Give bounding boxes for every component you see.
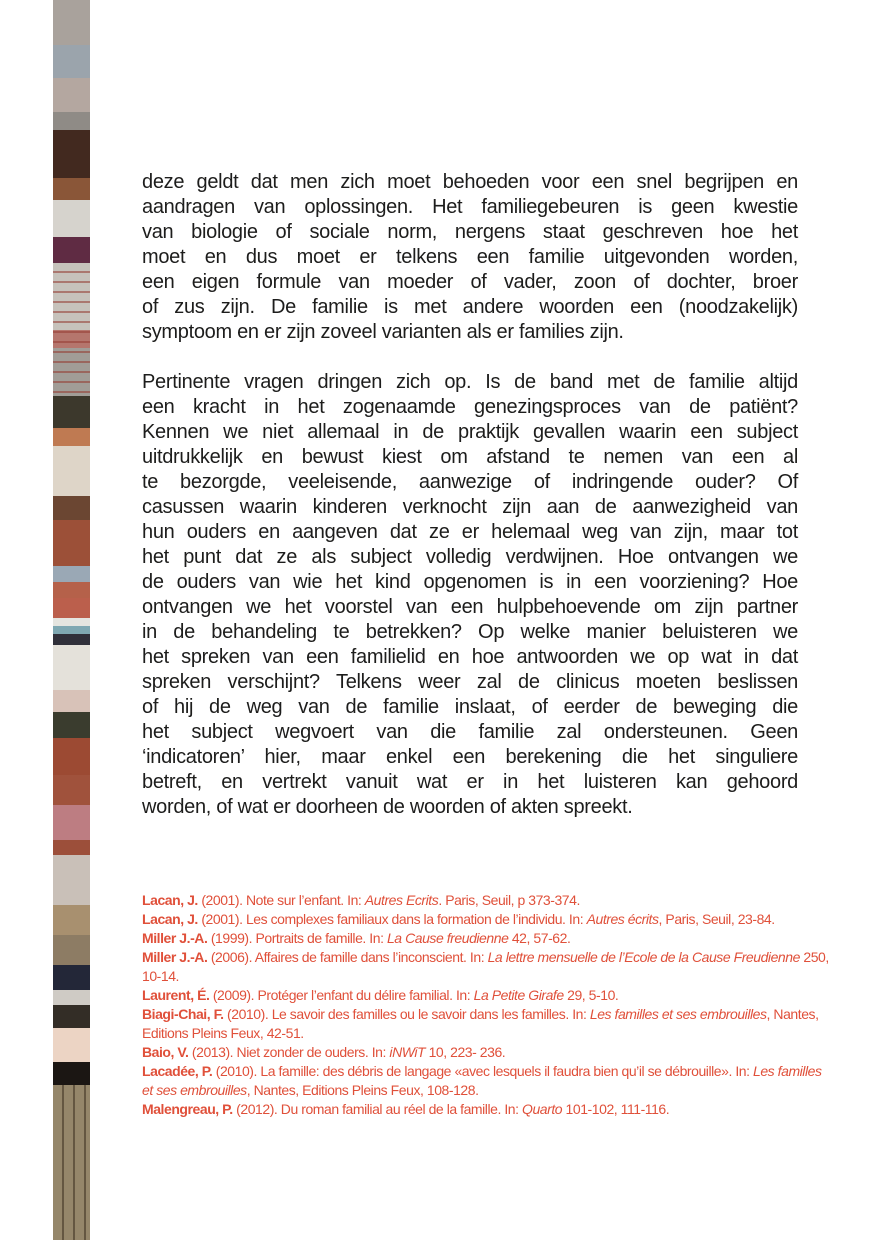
reference-text: 42, 57-62. [508,930,571,946]
text-line: een kracht in het zogenaamde genezingsproces van de patiënt? [142,396,798,418]
text-line: te bezorgde, veeleisende, aanwezige of indringende ouder? Of [142,471,798,493]
text-line: het subject wegvoert van die familie zal ondersteunen. Geen [142,721,798,743]
text-line: worden, of wat er doorheen de woorden of akten spreekt. [142,796,633,818]
reference-item [142,910,834,929]
reference-source-title: Quarto [522,1101,563,1117]
text-line: hun ouders en aangeven dat ze er helemaal weg van zijn, maar tot [142,521,798,543]
text-line: de ouders van wie het kind opgenomen is in een voorziening? Hoe [142,571,798,593]
text-line: ontvangen we het voorstel van een hulpbehoevende om zijn partner [142,596,798,618]
reference-item [142,986,834,1005]
reference-text: 101-102, 111-116. [562,1101,670,1117]
text-line: uitdrukkelijk en bewust kiest om afstand te nemen van een al [142,446,798,468]
paragraph [142,370,798,820]
striped-sweater-texture [53,263,90,396]
body-text [142,170,798,820]
reference-list [142,891,834,1119]
reference-text: (2010). La famille: des débris de langage «avec lesquels il faudra bien qu’il se débrouille». In: [212,1063,753,1079]
text-line: Kennen we niet allemaal in de praktijk gevallen waarin een subject [142,421,798,443]
text-line: het spreken van een familielid en hoe antwoorden we op wat in dat [142,646,798,668]
reference-text: 29, 5-10. [563,987,619,1003]
text-line: casussen waarin kinderen verknocht zijn aan de aanwezigheid van [142,496,798,518]
reference-author: Lacadée, P. [142,1063,213,1079]
reference-source-title: Autres écrits [586,911,659,927]
reference-text: , Paris, Seuil, 23-84. [658,911,775,927]
reference-author: Miller J.-A. [142,949,208,965]
paragraph [142,170,798,345]
text-line: betreft, en vertrekt vanuit wat er in het luisteren kan gehoord [142,771,798,793]
reference-text: (2010). Le savoir des familles ou le savoir dans les familles. In: [223,1006,590,1022]
text-line: ‘indicatoren’ hier, maar enkel een berekening die het singuliere [142,746,798,768]
reference-author: Laurent, É. [142,987,210,1003]
reference-text: (2012). Du roman familial au réel de la famille. In: [232,1101,522,1117]
reference-text: (1999). Portraits de famille. In: [207,930,387,946]
text-line: het punt dat ze als subject volledig verdwijnen. Hoe ontvangen we [142,546,798,568]
reference-item [142,1005,834,1043]
text-line: symptoom en er zijn zoveel varianten als er families zijn. [142,321,624,343]
reference-item [142,1062,834,1100]
reference-text: (2001). Note sur l’enfant. In: [197,892,365,908]
text-line: aandragen van oplossingen. Het familiegebeuren is geen kwestie [142,196,798,218]
reference-text: , Nantes, Editions Pleins Feux, 108-128. [246,1082,479,1098]
reference-text: 10, 223- 236. [425,1044,506,1060]
reference-author: Miller J.-A. [142,930,208,946]
text-line: Pertinente vragen dringen zich op. Is de band met de familie altijd [142,371,798,393]
reference-text: , Nantes, Editions Pleins Feux, 42-51. [142,1006,819,1041]
text-line: moet en dus moet er telkens een familie uitgevonden worden, [142,246,798,268]
reference-text: . Paris, Seuil, p 373-374. [438,892,580,908]
reference-item [142,929,834,948]
text-line: of hij de weg van de familie inslaat, of eerder de beweging die [142,696,798,718]
reference-source-title: La lettre mensuelle de l’Ecole de la Cause Freudienne [487,949,800,965]
reference-source-title: La Cause freudienne [386,930,509,946]
reference-item [142,891,834,910]
text-line: in de behandeling te betrekken? Op welke manier beluisteren we [142,621,798,643]
text-line: spreken verschijnt? Telkens weer zal de clinicus moeten beslissen [142,671,798,693]
reference-text: (2006). Affaires de famille dans l’inconscient. In: [207,949,488,965]
reference-source-title: La Petite Girafe [473,987,564,1003]
reference-source-title: iNWiT [389,1044,426,1060]
text-line: of zus zijn. De familie is met andere woorden een (noodzakelijk) [142,296,798,318]
reference-text: (2009). Protéger l’enfant du délire familial. In: [209,987,474,1003]
reference-item [142,948,834,986]
reference-text: 250, 10-14. [142,949,829,984]
reference-author: Baio, V. [142,1044,189,1060]
photo-collage-strip [53,0,90,1240]
text-line: deze geldt dat men zich moet behoeden voor een snel begrijpen en [142,171,798,193]
text-line: van biologie of sociale norm, nergens staat geschreven hoe het [142,221,798,243]
reference-source-title: Autres Ecrits [364,892,439,908]
curtain-streaks-texture [53,1085,90,1240]
reference-author: Lacan, J. [142,911,198,927]
reference-author: Biagi-Chai, F. [142,1006,224,1022]
reference-item [142,1100,834,1119]
text-line: een eigen formule van moeder of vader, zoon of dochter, broer [142,271,798,293]
reference-source-title: Les familles et ses embrouilles [589,1006,767,1022]
reference-text: (2013). Niet zonder de ouders. In: [188,1044,390,1060]
reference-author: Malengreau, P. [142,1101,233,1117]
reference-source-title: Les familles et ses embrouilles [142,1063,822,1098]
reference-item [142,1043,834,1062]
reference-text: (2001). Les complexes familiaux dans la formation de l’individu. In: [197,911,587,927]
reference-author: Lacan, J. [142,892,198,908]
